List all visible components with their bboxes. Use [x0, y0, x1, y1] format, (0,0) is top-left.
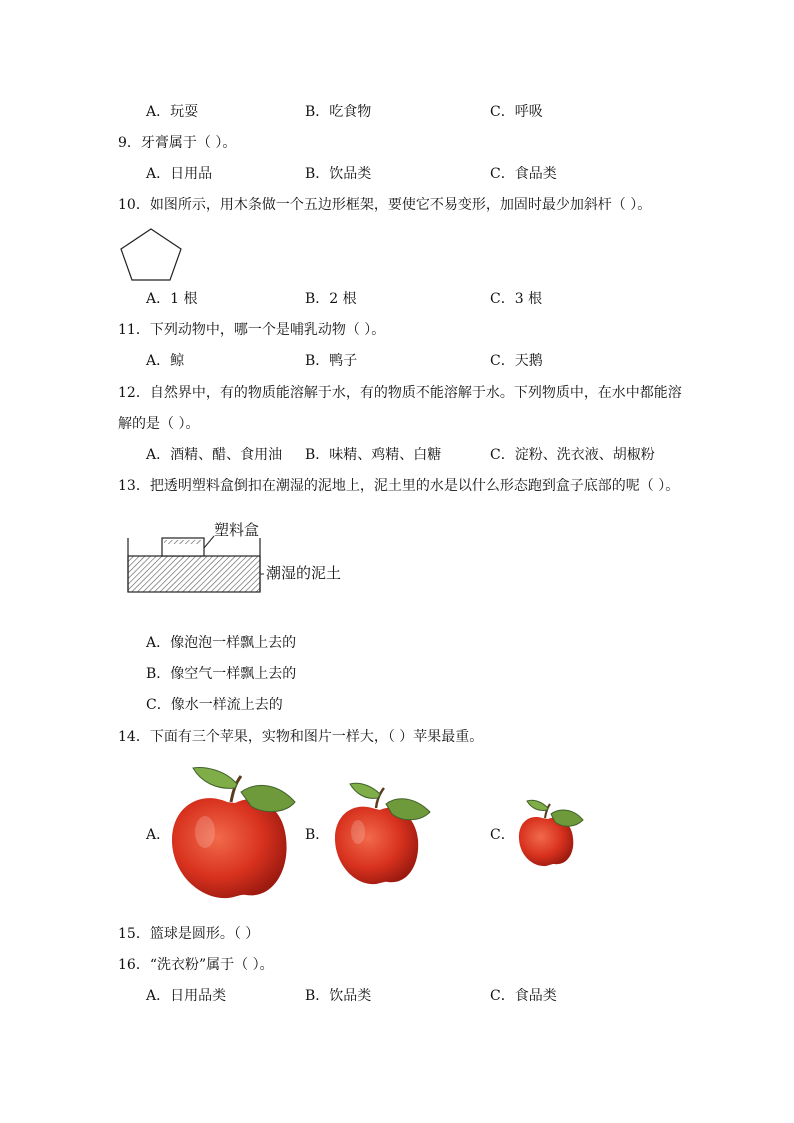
q9-option-b: B．饮品类: [305, 166, 372, 182]
q11-option-c: C．天鹅: [490, 353, 543, 369]
q13-option-c: C．像水一样流上去的: [146, 697, 283, 713]
q14-stem: 14．下面有三个苹果，实物和图片一样大，（ ）苹果最重。: [118, 729, 484, 745]
q16-option-a: A．日用品类: [146, 988, 227, 1004]
q10-option-b: B．2 根: [305, 291, 357, 307]
q13-option-b: B．像空气一样飘上去的: [146, 666, 297, 682]
pentagon-figure: [117, 226, 185, 284]
q8-option-a: A．玩耍: [146, 104, 199, 120]
q16-stem: 16．“洗衣粉”属于（ ）。: [118, 957, 274, 973]
q15-stem: 15．篮球是圆形。（ ）: [118, 926, 260, 942]
q14-option-c: C．: [490, 827, 515, 843]
q12-option-c: C．淀粉、洗衣液、胡椒粉: [490, 447, 655, 463]
q9-option-c: C．食品类: [490, 166, 557, 182]
apple-small-image: [515, 798, 585, 868]
q10-option-a: A．1 根: [146, 291, 198, 307]
q11-stem: 11．下列动物中，哪一个是哺乳动物（ ）。: [118, 322, 386, 338]
q11-option-a: A．鲸: [146, 353, 185, 369]
q8-option-b: B．吃食物: [305, 104, 372, 120]
q12-option-b: B．味精、鸡精、白糖: [305, 447, 442, 463]
q8-option-c: C．呼吸: [490, 104, 543, 120]
q12-option-a: A．酒精、醋、食用油: [146, 447, 283, 463]
q14-option-b: B．: [305, 827, 330, 843]
label-plastic-box: 塑料盒: [214, 521, 260, 539]
q13-option-a: A．像泡泡一样飘上去的: [146, 635, 297, 651]
apple-large-image: [165, 762, 305, 904]
q12-stem-line2: 解的是（ ）。: [118, 416, 200, 432]
q10-option-c: C．3 根: [490, 291, 543, 307]
q10-stem: 10．如图所示，用木条做一个五边形框架，要使它不易变形，加固时最少加斜杆（ ）。: [118, 197, 652, 213]
q16-option-c: C．食品类: [490, 988, 557, 1004]
q14-option-a: A．: [146, 827, 171, 843]
q9-stem: 9．牙膏属于（ ）。: [118, 135, 237, 151]
q12-stem-line1: 12．自然界中，有的物质能溶解于水，有的物质不能溶解于水。下列物质中，在水中都能溶: [118, 385, 682, 401]
q9-option-a: A．日用品: [146, 166, 213, 182]
apple-medium-image: [330, 780, 434, 888]
q11-option-b: B．鸭子: [305, 353, 358, 369]
label-wet-soil: 潮湿的泥土: [266, 564, 342, 582]
q13-stem: 13．把透明塑料盒倒扣在潮湿的泥地上，泥土里的水是以什么形态跑到盒子底部的呢（ ）。: [118, 478, 680, 494]
q16-option-b: B．饮品类: [305, 988, 372, 1004]
